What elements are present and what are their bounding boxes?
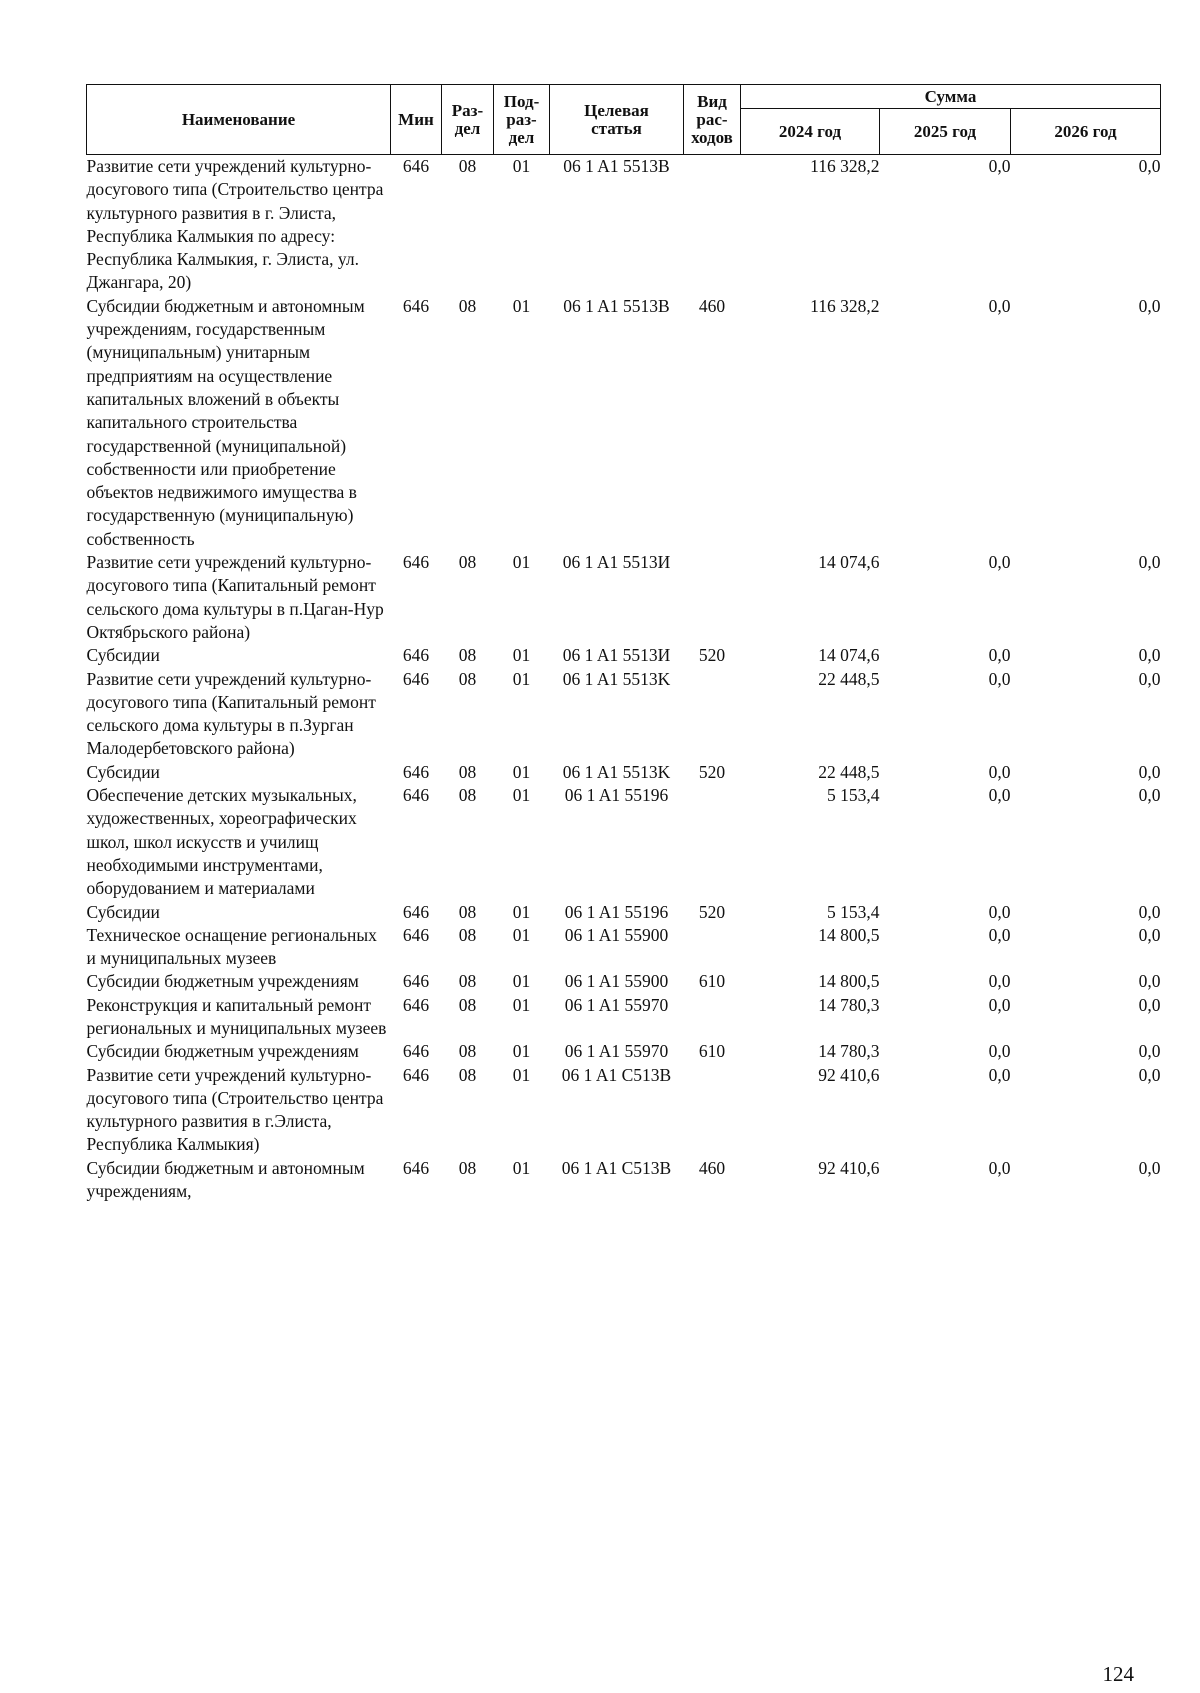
row-target: 06 1 A1 55196: [564, 901, 669, 922]
row-min: 646: [402, 785, 430, 806]
row-2025: 0,0: [988, 1041, 1011, 1062]
row-2025: 0,0: [988, 1157, 1011, 1178]
header-name: Наименование: [87, 85, 391, 155]
row-vid: 460: [698, 295, 726, 316]
row-name: Субсидии: [86, 901, 160, 922]
row-2026: 0,0: [1138, 552, 1161, 573]
row-2024: 14 074,6: [818, 645, 880, 666]
row-razdel: 08: [458, 1041, 477, 1062]
row-2024: 22 448,5: [818, 668, 880, 689]
row-podrazdel: 01: [512, 668, 531, 689]
row-podrazdel: 01: [512, 1157, 531, 1178]
row-razdel: 08: [458, 971, 477, 992]
row-2025: 0,0: [988, 761, 1011, 782]
row-min: 646: [402, 156, 430, 176]
table-row: [87, 761, 1161, 784]
row-name: Развитие сети учреждений культурно-досугового типа (Строительство центра культурного развития в г. Элиста, Республика Калмыкия по адресу: Республика Калмыкия, г. Элиста, ул. Джангара, 20): [86, 156, 384, 293]
row-2025: 0,0: [988, 785, 1011, 806]
table-row: [87, 295, 1161, 551]
header-vid: Вид рас- ходов: [684, 85, 741, 155]
row-name: Субсидии бюджетным и автономным учреждениям, государственным (муниципальным) унитарным предприятиям на осуществление капитальных вложений в объекты капитального строительства государственной (муниципальной) собственности или приобретение объектов недвижимого имущества в государственную (муниципальную) собственность: [86, 295, 365, 549]
row-2024: 116 328,2: [810, 295, 880, 316]
row-2024: 116 328,2: [810, 156, 880, 176]
row-razdel: 08: [458, 1157, 477, 1178]
row-2024: 14 780,3: [818, 1041, 880, 1062]
row-target: 06 1 A1 55900: [564, 924, 669, 945]
row-podrazdel: 01: [512, 552, 531, 573]
budget-table: [86, 84, 1161, 1203]
row-2024: 14 074,6: [818, 552, 880, 573]
row-razdel: 08: [458, 552, 477, 573]
row-vid: 520: [698, 901, 726, 922]
row-vid: [684, 784, 741, 900]
row-target: 06 1 A1 5513И: [562, 645, 671, 666]
row-2026: 0,0: [1138, 1157, 1161, 1178]
row-vid: 520: [698, 761, 726, 782]
row-razdel: 08: [458, 156, 477, 176]
row-2026: 0,0: [1138, 295, 1161, 316]
row-target: 06 1 A1 55970: [564, 994, 669, 1015]
row-2026: 0,0: [1138, 1041, 1161, 1062]
row-2025: 0,0: [988, 552, 1011, 573]
row-2026: 0,0: [1138, 785, 1161, 806]
row-min: 646: [402, 295, 430, 316]
row-target: 06 1 A1 5513B: [563, 295, 670, 316]
row-name: Субсидии бюджетным учреждениям: [86, 971, 359, 992]
row-2025: 0,0: [988, 668, 1011, 689]
row-razdel: 08: [458, 761, 477, 782]
row-2026: 0,0: [1138, 761, 1161, 782]
row-vid: [684, 668, 741, 761]
row-name: Техническое оснащение региональных и муниципальных музеев: [86, 924, 377, 969]
row-razdel: 08: [458, 901, 477, 922]
table-row: [87, 668, 1161, 761]
header-podrazdel: Под- раз- дел: [494, 85, 550, 155]
row-2025: 0,0: [988, 924, 1011, 945]
row-vid: 610: [698, 971, 726, 992]
row-2026: 0,0: [1138, 1064, 1161, 1085]
row-2026: 0,0: [1138, 645, 1161, 666]
row-podrazdel: 01: [512, 994, 531, 1015]
table-row: [87, 924, 1161, 971]
table-row: [87, 784, 1161, 900]
row-target: 06 1 A1 55970: [564, 1041, 669, 1062]
header-2026: 2026 год: [1011, 109, 1161, 155]
row-2025: 0,0: [988, 1064, 1011, 1085]
row-2024: 5 153,4: [827, 785, 880, 806]
row-podrazdel: 01: [512, 901, 531, 922]
row-target: 06 1 A1 5513B: [563, 156, 670, 176]
row-vid: [684, 551, 741, 644]
row-vid: 460: [698, 1157, 726, 1178]
row-2025: 0,0: [988, 901, 1011, 922]
row-2026: 0,0: [1138, 901, 1161, 922]
row-podrazdel: 01: [512, 924, 531, 945]
row-podrazdel: 01: [512, 645, 531, 666]
row-vid: [684, 924, 741, 971]
row-2024: 92 410,6: [818, 1157, 880, 1178]
table-row: [87, 994, 1161, 1041]
row-min: 646: [402, 1064, 430, 1085]
table-row: [87, 551, 1161, 644]
row-min: 646: [402, 552, 430, 573]
row-podrazdel: 01: [512, 761, 531, 782]
row-2026: 0,0: [1138, 994, 1161, 1015]
row-vid: [684, 155, 741, 295]
row-target: 06 1 A1 5513K: [562, 761, 671, 782]
row-name: Обеспечение детских музыкальных, художественных, хореографических школ, школ искусств и училищ необходимыми инструментами, оборудованием и материалами: [86, 785, 357, 899]
row-vid: [684, 994, 741, 1041]
row-2026: 0,0: [1138, 924, 1161, 945]
row-vid: 520: [698, 645, 726, 666]
row-podrazdel: 01: [512, 785, 531, 806]
row-podrazdel: 01: [512, 1064, 531, 1085]
header-min: Мин: [391, 85, 442, 155]
row-min: 646: [402, 971, 430, 992]
row-razdel: 08: [458, 295, 477, 316]
row-razdel: 08: [458, 994, 477, 1015]
row-name: Субсидии бюджетным учреждениям: [86, 1041, 359, 1062]
row-2024: 92 410,6: [818, 1064, 880, 1085]
row-min: 646: [402, 901, 430, 922]
row-2026: 0,0: [1138, 156, 1161, 176]
row-2024: 5 153,4: [827, 901, 880, 922]
row-vid: 610: [698, 1041, 726, 1062]
row-podrazdel: 01: [512, 295, 531, 316]
table-body: [87, 155, 1161, 1204]
row-min: 646: [402, 761, 430, 782]
row-min: 646: [402, 668, 430, 689]
table-row: [87, 1157, 1161, 1204]
header-2024: 2024 год: [741, 109, 880, 155]
row-name: Субсидии бюджетным и автономным учреждениям,: [86, 1157, 365, 1202]
row-target: 06 1 A1 55196: [564, 785, 669, 806]
row-min: 646: [402, 1157, 430, 1178]
row-name: Реконструкция и капитальный ремонт региональных и муниципальных музеев: [86, 994, 387, 1038]
row-razdel: 08: [458, 1064, 477, 1085]
row-name: Развитие сети учреждений культурно-досугового типа (Строительство центра культурного развития в г.Элиста, Республика Калмыкия): [86, 1064, 384, 1155]
table-row: [87, 644, 1161, 667]
row-vid: [684, 1064, 741, 1157]
row-razdel: 08: [458, 645, 477, 666]
row-razdel: 08: [458, 668, 477, 689]
row-target: 06 1 A1 C513B: [561, 1064, 672, 1085]
row-2026: 0,0: [1138, 668, 1161, 689]
row-2024: 14 800,5: [818, 924, 880, 945]
row-name: Развитие сети учреждений культурно-досугового типа (Капитальный ремонт сельского дома культуры в п.Цаган-Нур Октябрьского района): [86, 552, 384, 642]
row-2025: 0,0: [988, 971, 1011, 992]
row-2024: 22 448,5: [818, 761, 880, 782]
row-2024: 14 780,3: [818, 994, 880, 1015]
row-min: 646: [402, 1041, 430, 1062]
row-2026: 0,0: [1138, 971, 1161, 992]
header-2025: 2025 год: [880, 109, 1011, 155]
row-name: Субсидии: [86, 761, 160, 782]
row-podrazdel: 01: [512, 971, 531, 992]
table-row: [87, 1064, 1161, 1157]
page-number: 124: [1102, 1662, 1134, 1686]
row-min: 646: [402, 994, 430, 1015]
table-row: [87, 901, 1161, 924]
row-name: Развитие сети учреждений культурно-досугового типа (Капитальный ремонт сельского дома культуры в п.Зурган Малодербетовского района): [86, 668, 376, 759]
header-summa: Сумма: [741, 85, 1161, 109]
header-razdel: Раз- дел: [442, 85, 494, 155]
row-min: 646: [402, 645, 430, 666]
row-target: 06 1 A1 C513B: [561, 1157, 672, 1178]
row-razdel: 08: [458, 785, 477, 806]
header-target: Целевая статья: [550, 85, 684, 155]
table-header: [87, 85, 1161, 155]
row-2025: 0,0: [988, 156, 1011, 176]
row-min: 646: [402, 924, 430, 945]
row-2025: 0,0: [988, 645, 1011, 666]
table-row: [87, 155, 1161, 295]
row-razdel: 08: [458, 924, 477, 945]
row-target: 06 1 A1 5513И: [562, 552, 671, 573]
table-row: [87, 970, 1161, 993]
row-podrazdel: 01: [512, 1041, 531, 1062]
table-row: [87, 1040, 1161, 1063]
row-target: 06 1 A1 5513K: [562, 668, 671, 689]
row-2024: 14 800,5: [818, 971, 880, 992]
row-podrazdel: 01: [512, 156, 531, 176]
row-2025: 0,0: [988, 295, 1011, 316]
row-target: 06 1 A1 55900: [564, 971, 669, 992]
row-name: Субсидии: [86, 645, 160, 666]
row-2025: 0,0: [988, 994, 1011, 1015]
